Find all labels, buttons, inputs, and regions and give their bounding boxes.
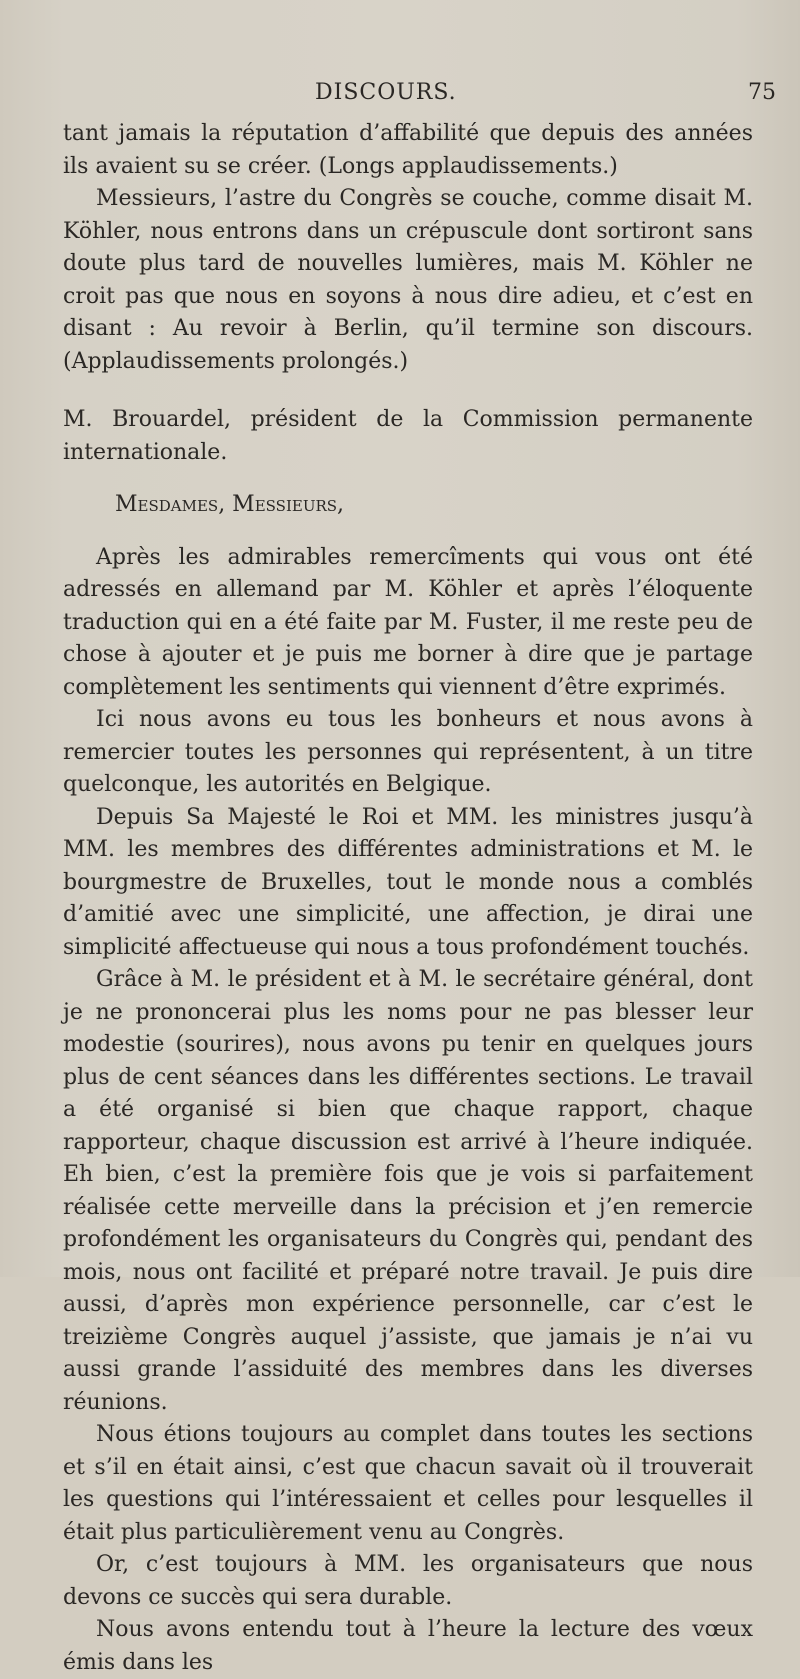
running-head — [0, 80, 800, 110]
paragraph: Depuis Sa Majesté le Roi et MM. les ministres jusqu’à MM. les membres des différentes administrations et M. le bourgmestre de Bruxelles, tout le monde nous a comblés d’amitié avec une simplicité, une affection, je dirai une simplicité affectueuse qui nous a tous profondément touchés. — [63, 804, 753, 960]
page-number: 75 — [748, 80, 776, 105]
body-text — [63, 118, 753, 1679]
speaker-heading: M. Brouardel, président de la Commission permanente internationale. — [63, 407, 753, 465]
paragraph: Après les admirables remercîments qui vous ont été adressés en allemand par M. Köhler et après l’éloquente traduction qui en a été faite par M. Fuster, il me reste peu de chose à ajouter et je puis me borner à dire que je partage complètement les sentiments qui viennent d’être exprimés. — [63, 544, 753, 700]
paragraph: Ici nous avons eu tous les bonheurs et nous avons à remercier toutes les personnes qui représentent, à un titre quelconque, les autorités en Belgique. — [63, 707, 753, 797]
paragraph: Or, c’est toujours à MM. les organisateurs que nous devons ce succès qui sera durable. — [63, 1552, 753, 1610]
salutation: Mesdames, Messieurs, — [115, 492, 345, 517]
running-head-title: DISCOURS. — [315, 80, 457, 105]
paragraph: Nous étions toujours au complet dans toutes les sections et s’il en était ainsi, c’est que chacun savait où il trouverait les questions qui l’intéressaient et celles pour lesquelles il était plus particulièrement venu au Congrès. — [63, 1422, 753, 1545]
paragraph: Nous avons entendu tout à l’heure la lecture des vœux émis dans les — [63, 1617, 753, 1675]
paragraph: Messieurs, l’astre du Congrès se couche, comme disait M. Köhler, nous entrons dans un crépuscule dont sortiront sans doute plus tard de nouvelles lumières, mais M. Köhler ne croit pas que nous en soyons à nous dire adieu, et c’est en disant : Au revoir à Berlin, qu’il termine son discours. (Applaudissements prolongés.) — [63, 186, 753, 374]
paragraph-continued: tant jamais la réputation d’affabilité que depuis des années ils avaient su se créer. (Longs applaudissements.) — [63, 121, 753, 179]
paragraph: Grâce à M. le président et à M. le secrétaire général, dont je ne prononcerai plus les noms pour ne pas blesser leur modestie (sourires), nous avons pu tenir en quelques jours plus de cent séances dans les différentes sections. Le travail a été organisé si bien que chaque rapport, chaque rapporteur, chaque discussion est arrivé à l’heure indiquée. Eh bien, c’est la première fois que je vois si parfaitement réalisée cette merveille dans la précision et j’en remercie profondément les organisateurs du Congrès qui, pendant des mois, nous ont facilité et préparé notre travail. Je puis dire aussi, d’après mon expérience personnelle, car c’est le treizième Congrès auquel j’assiste, que jamais je n’ai vu aussi grande l’assiduité des membres dans les diverses réunions. — [63, 967, 753, 1415]
